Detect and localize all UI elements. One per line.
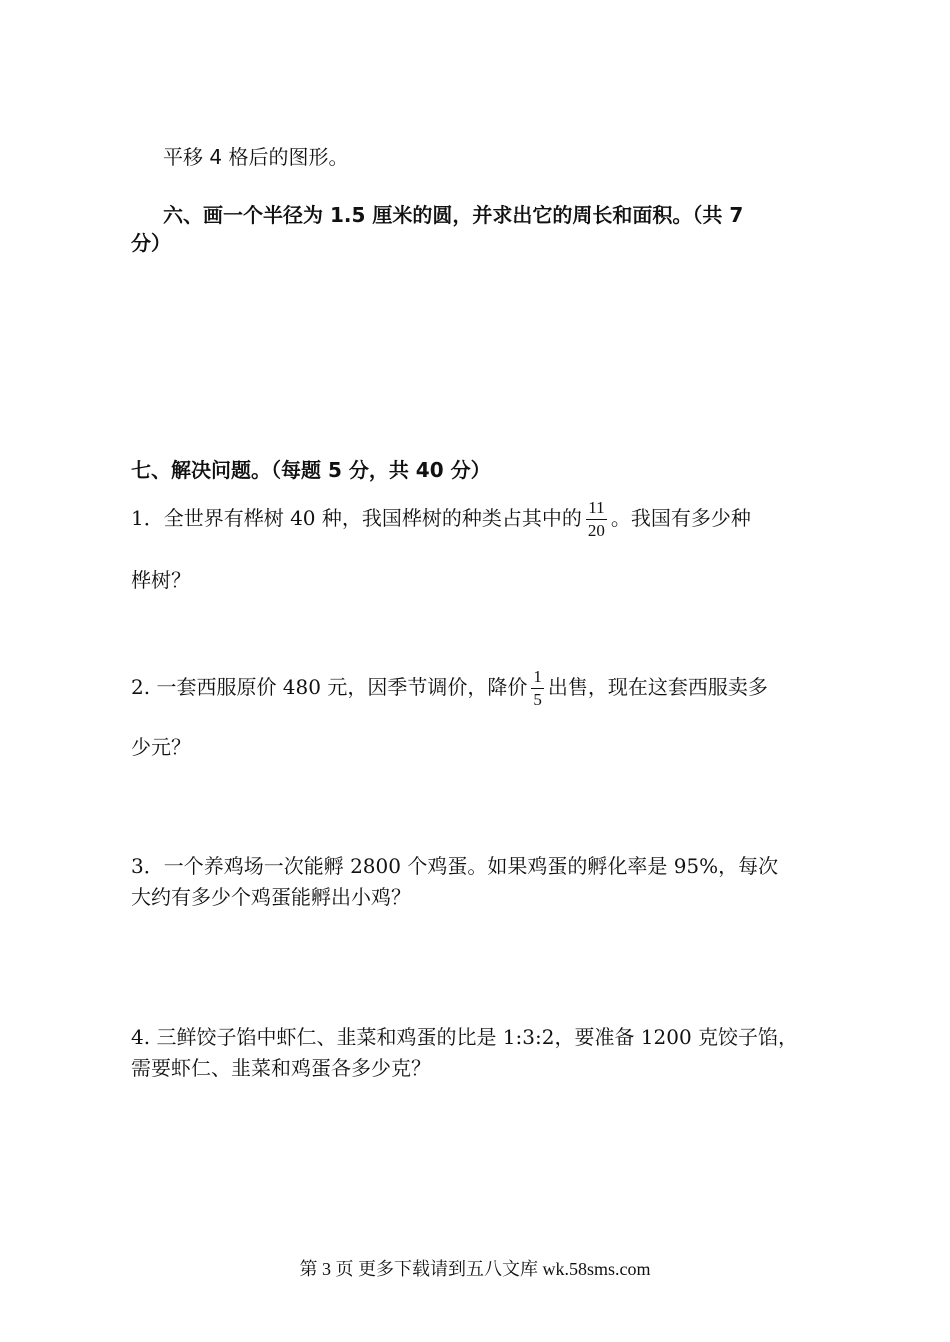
section-7-heading: 七、解决问题。（每题 5 分，共 40 分） <box>131 458 491 482</box>
question-2-text-after: 出售，现在这套西服卖多 <box>547 675 768 699</box>
question-3-line-2: 大约有多少个鸡蛋能孵出小鸡？ <box>131 885 411 909</box>
fraction-numerator: 11 <box>586 498 606 520</box>
fraction-one-fifth <box>531 667 544 710</box>
translate-instruction-tail: 平移 4 格后的图形。 <box>163 145 349 169</box>
question-1-line-1 <box>131 498 751 541</box>
fraction-denominator: 5 <box>533 690 542 709</box>
section-6-line-1: 六、画一个半径为 1.5 厘米的圆，并求出它的周长和面积。（共 7 <box>163 203 744 227</box>
question-4-line-2: 需要虾仁、韭菜和鸡蛋各多少克？ <box>131 1056 431 1080</box>
section-6-line-2: 分） <box>131 231 171 255</box>
question-2-line-1 <box>131 667 768 710</box>
question-2-line-2: 少元？ <box>131 735 191 759</box>
fraction-numerator: 1 <box>531 667 544 689</box>
question-4-line-1: 4. 三鲜饺子馅中虾仁、韭菜和鸡蛋的比是 1:3:2，要准备 1200 克饺子馅， <box>131 1025 799 1049</box>
question-1-text-after: 。我国有多少种 <box>610 506 751 530</box>
page-footer: 第 3 页 更多下载请到五八文库 wk.58sms.com <box>299 1259 651 1279</box>
question-3-line-1: 3．一个养鸡场一次能孵 2800 个鸡蛋。如果鸡蛋的孵化率是 95%，每次 <box>131 854 779 878</box>
question-1-text-before: 1．全世界有桦树 40 种，我国桦树的种类占其中的 <box>131 506 582 530</box>
fraction-denominator: 20 <box>587 521 605 540</box>
fraction-eleven-twentieths <box>586 498 607 541</box>
question-1-line-2: 桦树？ <box>131 568 191 592</box>
question-2-text-before: 2. 一套西服原价 480 元，因季节调价，降价 <box>131 675 528 699</box>
